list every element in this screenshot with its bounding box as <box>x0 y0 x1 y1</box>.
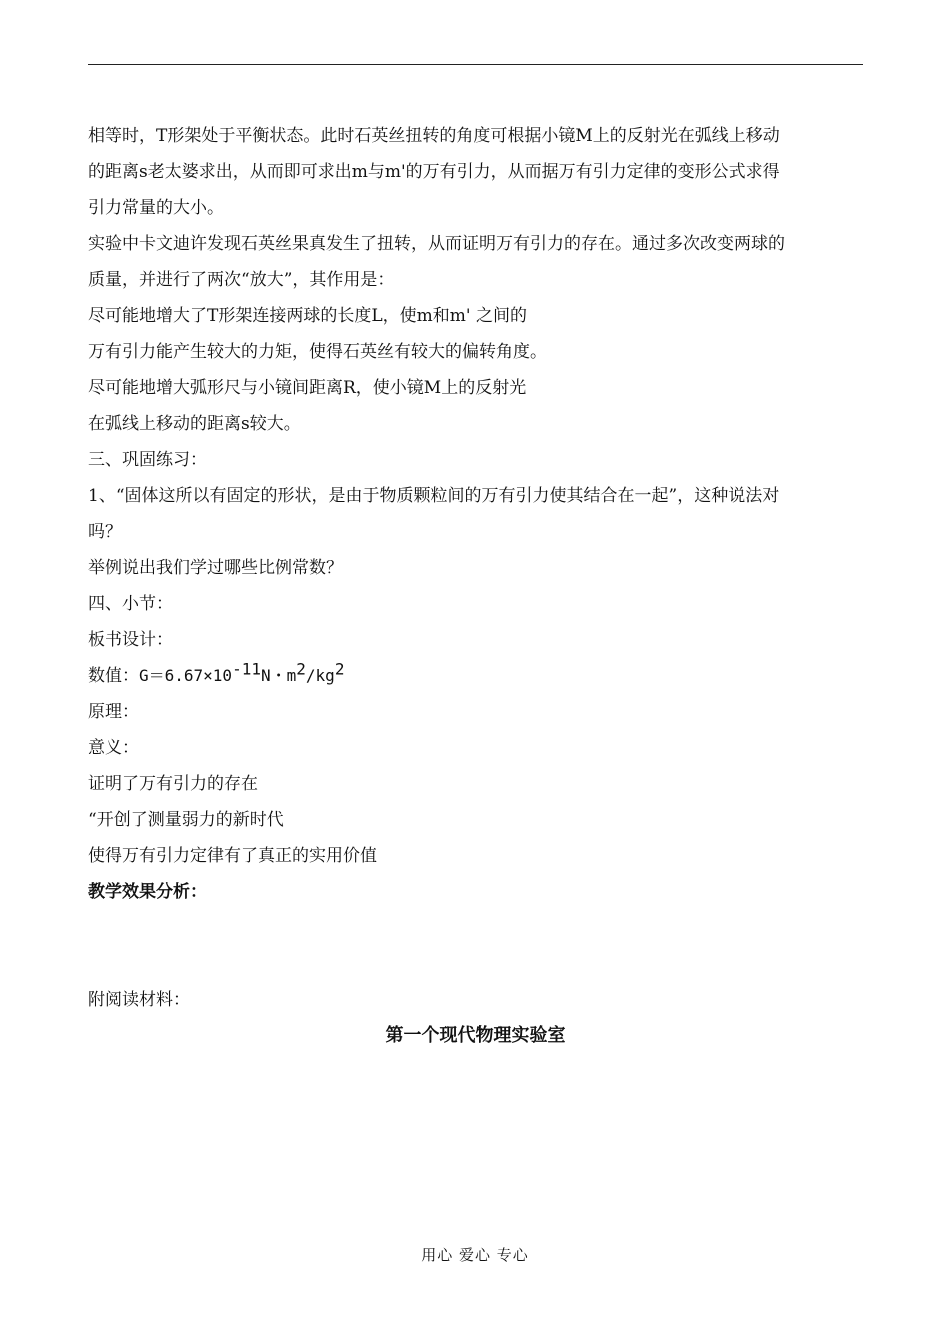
meaning-item: 证明了万有引力的存在 <box>88 774 258 794</box>
formula-exponent: 2 <box>296 659 306 679</box>
body-line: 尽可能地增大了T形架连接两球的长度L，使m和m' 之间的 <box>88 306 527 326</box>
exercise-item: 举例说出我们学过哪些比例常数？ <box>88 558 343 578</box>
formula-exponent: 2 <box>334 659 345 679</box>
meaning-item: “开创了测量弱力的新时代 <box>88 810 284 830</box>
body-line: 尽可能地增大弧形尺与小镜间距离R，使小镜M上的反射光 <box>88 378 527 398</box>
formula-tail: /kg <box>305 666 335 685</box>
principle-label: 原理： <box>88 702 139 722</box>
body-line: 实验中卡文迪许发现石英丝果真发生了扭转，从而证明万有引力的存在。通过多次改变两球的 <box>88 234 785 254</box>
exercise-item: 1、“固体这所以有固定的形状，是由于物质颗粒间的万有引力使其结合在一起”，这种说法对 <box>88 486 780 506</box>
formula-units: N・m <box>260 666 297 685</box>
document-body <box>88 118 863 1054</box>
body-line: 相等时，T形架处于平衡状态。此时石英丝扭转的角度可根据小镜M上的反射光在弧线上移动 <box>88 126 780 146</box>
exercise-item-cont: 吗？ <box>88 522 122 542</box>
formula-prefix: 数值： <box>88 666 139 686</box>
header-rule <box>88 64 863 65</box>
body-line: 万有引力能产生较大的力矩，使得石英丝有较大的偏转角度。 <box>88 342 547 362</box>
body-line: 引力常量的大小。 <box>88 198 224 218</box>
appendix-label: 附阅读材料： <box>88 990 190 1010</box>
formula-main: G＝6.67×10 <box>139 666 233 685</box>
meaning-item: 使得万有引力定律有了真正的实用价值 <box>88 846 377 866</box>
body-line: 质量，并进行了两次“放大”，其作用是： <box>88 270 395 290</box>
meaning-label: 意义： <box>88 738 139 758</box>
page-footer: 用心 爱心 专心 <box>421 1246 529 1264</box>
blank-space <box>88 910 863 982</box>
formula-line <box>88 658 863 694</box>
analysis-heading: 教学效果分析： <box>88 882 207 902</box>
formula-exponent: -11 <box>232 659 261 679</box>
section-heading-summary: 四、小节： <box>88 594 173 614</box>
board-design-label: 板书设计： <box>88 630 173 650</box>
appendix-title: 第一个现代物理实验室 <box>385 1025 566 1046</box>
body-line: 在弧线上移动的距离s较大。 <box>88 414 301 434</box>
section-heading-practice: 三、巩固练习： <box>88 450 207 470</box>
body-line: 的距离s老太婆求出，从而即可求出m与m'的万有引力，从而据万有引力定律的变形公式求得 <box>88 162 780 182</box>
